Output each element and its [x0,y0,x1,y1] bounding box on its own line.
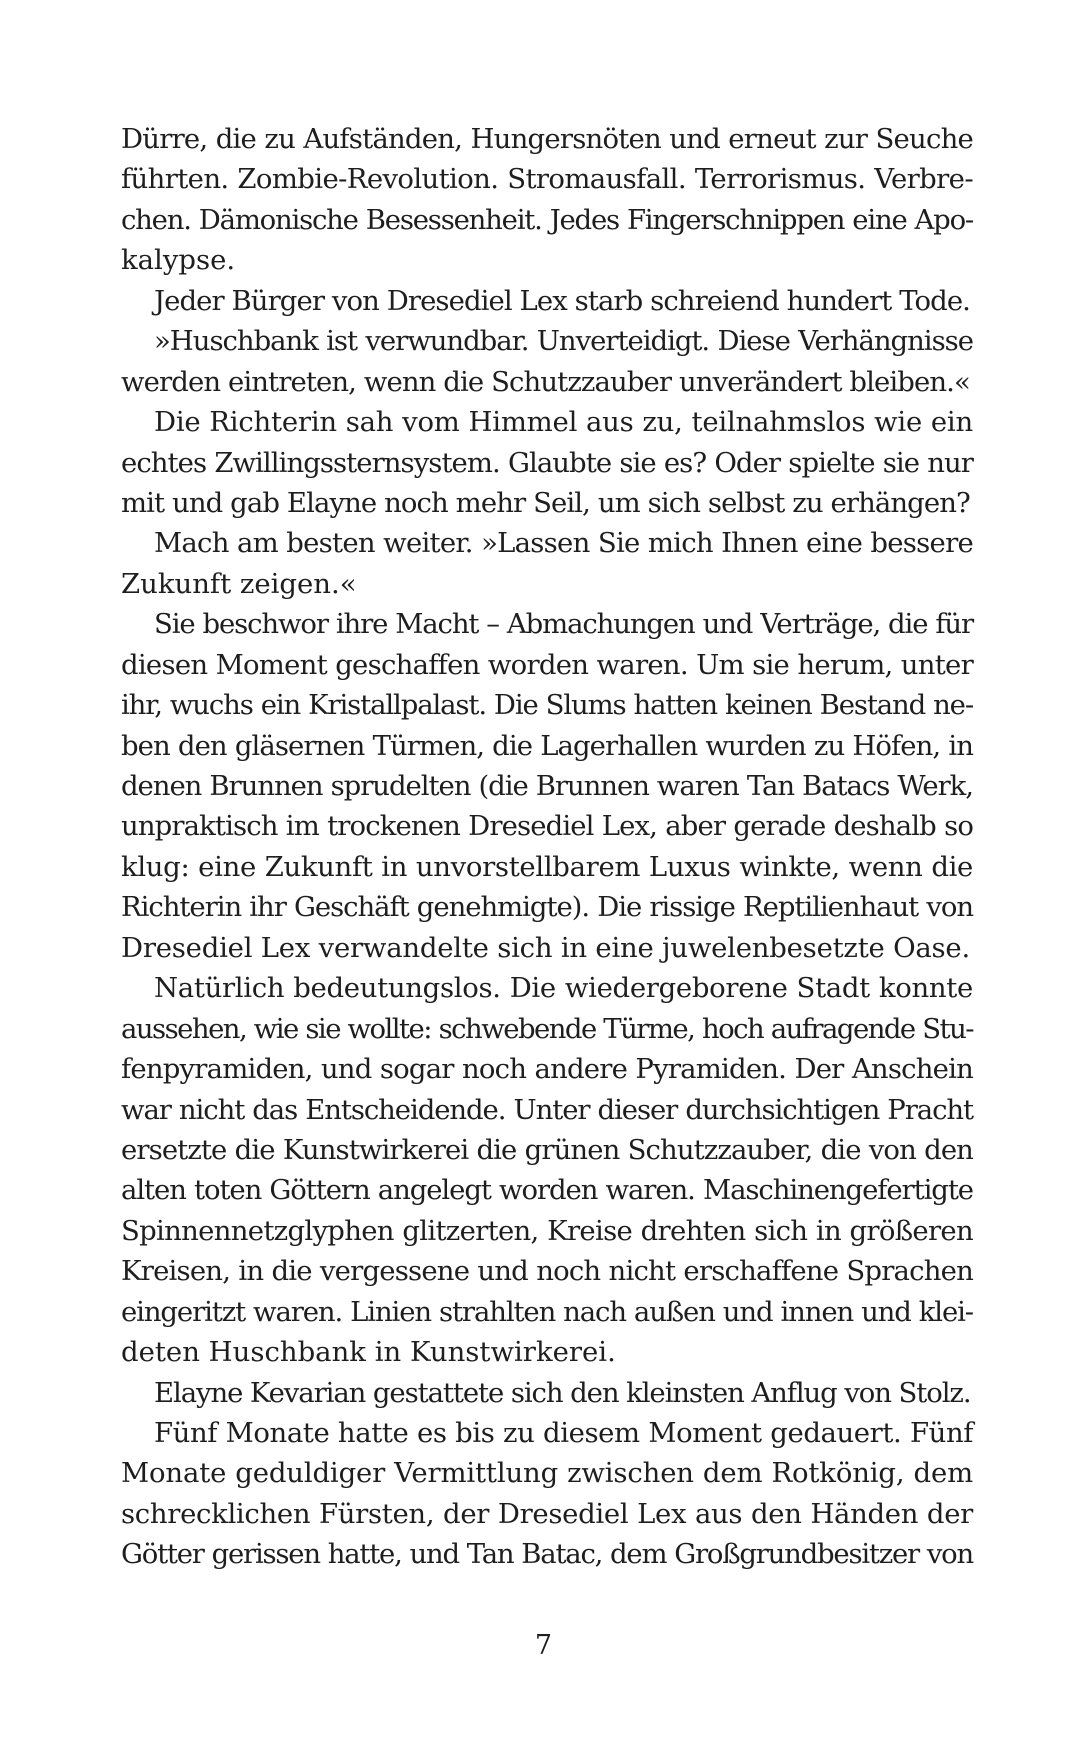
text-line: ben den gläsernen Türmen, die Lagerhallen wurden zu Höfen, in [121,729,973,762]
page-number: 7 [534,1630,553,1661]
text-line: Götter gerissen hatte, und Tan Batac, dem Großgrundbesitzer von [121,1538,973,1571]
text-line: Die Richterin sah vom Himmel aus zu, teilnahmslos wie ein [154,406,973,439]
text-line: werden eintreten, wenn die Schutzzauber unverändert bleiben.« [121,365,970,398]
text-line: ihr, wuchs ein Kristallpalast. Die Slums hatten keinen Bestand ne- [121,689,973,722]
text-line: Sie beschwor ihre Macht – Abmachungen und Verträge, die für [154,608,973,641]
text-line: Jeder Bürger von Dresediel Lex starb schreiend hundert Tode. [154,284,970,317]
text-line: fenpyramiden, und sogar noch andere Pyramiden. Der Anschein [121,1053,973,1086]
text-line: führten. Zombie-Revolution. Stromausfall. Terrorismus. Verbre- [121,163,973,196]
text-line: chen. Dämonische Besessenheit. Jedes Fingerschnippen eine Apo- [121,203,973,236]
text-line: Dresediel Lex verwandelte sich in eine juwelenbesetzte Oase. [121,931,970,964]
text-line: alten toten Göttern angelegt worden waren. Maschinengefertigte [121,1174,973,1207]
text-line: Zukunft zeigen.« [121,567,357,600]
text-line: Monate geduldiger Vermittlung zwischen dem Rotkönig, dem [121,1457,973,1490]
text-line: kalypse. [121,244,236,277]
text-line: war nicht das Entscheidende. Unter dieser durchsichtigen Pracht [121,1093,973,1126]
text-line: Elayne Kevarian gestattete sich den kleinsten Anflug von Stolz. [154,1376,971,1409]
text-line: Fünf Monate hatte es bis zu diesem Moment gedauert. Fünf [154,1417,973,1449]
text-line: diesen Moment geschaffen worden waren. Um sie herum, unter [121,648,973,681]
text-line: Kreisen, in die vergessene und noch nicht erschaffene Sprachen [121,1255,973,1288]
text-line: ersetzte die Kunstwirkerei die grünen Schutzzauber, die von den [121,1133,973,1166]
text-line: deten Huschbank in Kunstwirkerei. [121,1336,616,1369]
text-line: unpraktisch im trockenen Dresediel Lex, aber gerade deshalb so [121,810,973,843]
text-line: Richterin ihr Geschäft genehmigte). Die rissige Reptilienhaut von [121,891,973,924]
text-line: Spinnennetzglyphen glitzerten, Kreise drehten sich in größeren [121,1214,973,1247]
text-line: »Huschbank ist verwundbar. Unverteidigt. Diese Verhängnisse [154,325,973,358]
text-line: schrecklichen Fürsten, der Dresediel Lex aus den Händen der [121,1497,973,1530]
text-line: denen Brunnen sprudelten (die Brunnen waren Tan Batacs Werk, [121,770,973,802]
body-text [121,119,973,1575]
text-line: aussehen, wie sie wollte: schwebende Türme, hoch aufragende Stu- [121,1012,973,1045]
text-line: Mach am besten weiter. »Lassen Sie mich Ihnen eine bessere [154,527,973,560]
text-line: eingeritzt waren. Linien strahlten nach außen und innen und klei- [121,1295,973,1328]
text-line: klug: eine Zukunft in unvorstellbarem Luxus winkte, wenn die [121,850,973,883]
text-line: Dürre, die zu Aufständen, Hungersnöten und erneut zur Seuche [121,123,973,155]
text-line: Natürlich bedeutungslos. Die wiedergeborene Stadt konnte [154,972,973,1005]
text-line: echtes Zwillingssternsystem. Glaubte sie es? Oder spielte sie nur [121,446,973,479]
text-line: mit und gab Elayne noch mehr Seil, um sich selbst zu erhängen? [121,486,970,519]
